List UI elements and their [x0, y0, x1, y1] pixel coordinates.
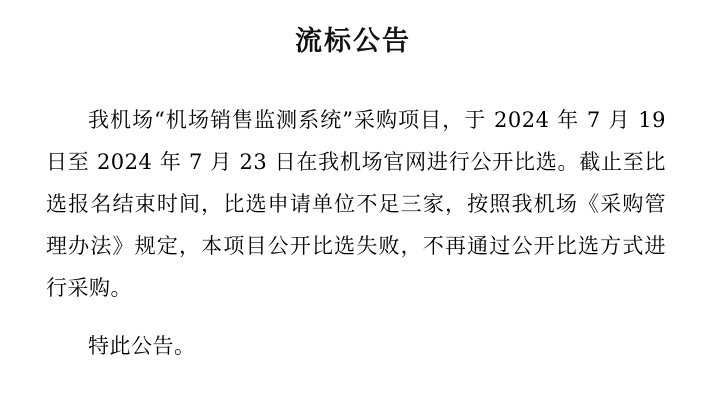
- paragraph: 特此公告。: [88, 334, 196, 359]
- document-body: [0, 99, 706, 367]
- page-title: 流标公告: [295, 26, 411, 57]
- paragraph: 我机场“机场销售监测系统”采购项目，于 2024 年 7 月 19 日至 2024 年 7 月 23 日在我机场官网进行公开比选。截止至比选报名结束时间，比选申请单位不足三家，按照我机场《采购管理办法》规定，本项目公开比选失败，不再通过公开比选方式进行采购。: [46, 108, 666, 301]
